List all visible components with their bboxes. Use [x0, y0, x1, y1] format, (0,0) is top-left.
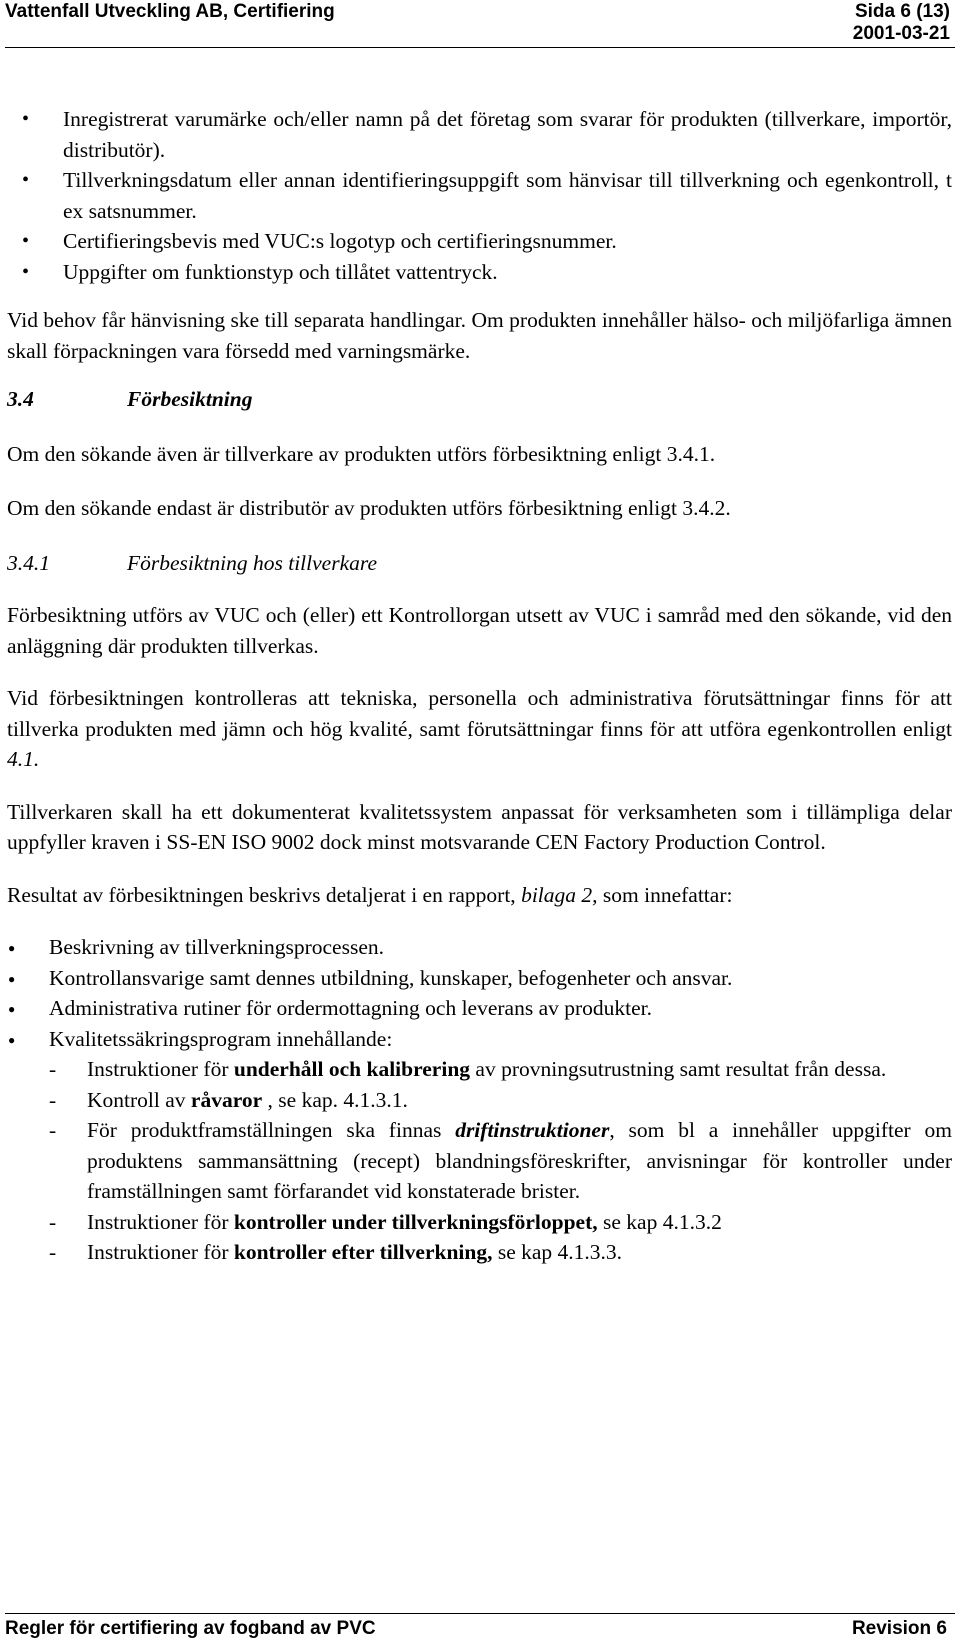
- reference-paragraph: Vid behov får hänvisning ske till separata handlingar. Om produkten innehåller hälso- och miljöfarliga ämnen skall förpackningen vara försedd med varningsmärke.: [7, 308, 952, 363]
- list-item: ● Beskrivning av tillverkningsprocessen.: [7, 932, 952, 963]
- quality-program-dash-list: [7, 1054, 952, 1268]
- list-item: ● Kontrollansvarige samt dennes utbildning, kunskaper, befogenheter och ansvar.: [7, 963, 952, 994]
- paragraph: Tillverkaren skall ha ett dokumenterat kvalitetssystem anpassat för verksamheten som i tillämpliga delar uppfyller kraven i SS-EN ISO 9002 dock minst motsvarande CEN Factory Production Control.: [7, 799, 952, 854]
- section-reference: 4.1.: [7, 747, 40, 771]
- list-item: - För produktframställningen ska finnas driftinstruktioner, som bl a innehåller uppgifter om produktens sammansättning (recept) blandningsföreskrifter, anvisningar för kontroller under framställningen samt förfarandet vid konstaterade brister.: [7, 1115, 952, 1207]
- footer-title: Regler för certifiering av fogband av PVC: [5, 1618, 376, 1639]
- section-number: 3.4.1: [7, 550, 50, 575]
- report-bullet-list: [7, 932, 952, 1054]
- document-body: [7, 104, 952, 1268]
- header-divider: [5, 47, 955, 48]
- section-number: 3.4: [7, 387, 34, 411]
- list-item: - Kontroll av råvaror , se kap. 4.1.3.1.: [7, 1085, 952, 1116]
- section-title: Förbesiktning: [127, 387, 253, 411]
- appendix-reference: bilaga 2,: [521, 882, 598, 907]
- section-heading-3-4-1: [7, 548, 952, 579]
- paragraph: Förbesiktning utförs av VUC och (eller) ett Kontrollorgan utsett av VUC i samråd med den sökande, vid den anläggning där produkten tillverkas.: [7, 603, 952, 658]
- list-item: ● Kvalitetssäkringsprogram innehållande:: [7, 1024, 952, 1055]
- footer-divider: [5, 1613, 955, 1614]
- list-item: • Certifieringsbevis med VUC:s logotyp och certifieringsnummer.: [7, 226, 952, 257]
- list-item: • Tillverkningsdatum eller annan identifieringsuppgift som hänvisar till tillverkning och egenkontroll, t ex satsnummer.: [7, 165, 952, 226]
- paragraph: Om den sökande även är tillverkare av produkten utförs förbesiktning enligt 3.4.1.: [7, 441, 716, 466]
- paragraph: Vid förbesiktningen kontrolleras att tekniska, personella och administrativa förutsättningar finns för att tillverka produkten med jämn och hög kvalité, samt förutsättningar finns för att utföra egenkontrollen enligt 4.1.: [7, 686, 952, 771]
- paragraph: Resultat av förbesiktningen beskrivs detaljerat i en rapport, bilaga 2, som innefattar:: [7, 882, 733, 907]
- list-item: - Instruktioner för underhåll och kalibrering av provningsutrustning samt resultat från dessa.: [7, 1054, 952, 1085]
- list-item: • Uppgifter om funktionstyp och tillåtet vattentryck.: [7, 257, 952, 288]
- list-item: - Instruktioner för kontroller efter tillverkning, se kap 4.1.3.3.: [7, 1237, 952, 1268]
- paragraph: Om den sökande endast är distributör av produkten utförs förbesiktning enligt 3.4.2.: [7, 496, 731, 520]
- header-page-number: Sida 6 (13): [854, 1, 950, 22]
- marking-bullet-list: [7, 104, 952, 287]
- footer-revision: Revision 6: [851, 1618, 947, 1639]
- section-title: Förbesiktning hos tillverkare: [127, 550, 377, 575]
- list-item: - Instruktioner för kontroller under tillverkningsförloppet, se kap 4.1.3.2: [7, 1207, 952, 1238]
- list-item: ● Administrativa rutiner för ordermottagning och leverans av produkter.: [7, 993, 952, 1024]
- header-company: Vattenfall Utveckling AB, Certifiering: [5, 1, 335, 22]
- list-item: • Inregistrerat varumärke och/eller namn på det företag som svarar för produkten (tillverkare, importör, distributör).: [7, 104, 952, 165]
- section-heading-3-4: [7, 384, 952, 415]
- header-date: 2001-03-21: [852, 23, 950, 44]
